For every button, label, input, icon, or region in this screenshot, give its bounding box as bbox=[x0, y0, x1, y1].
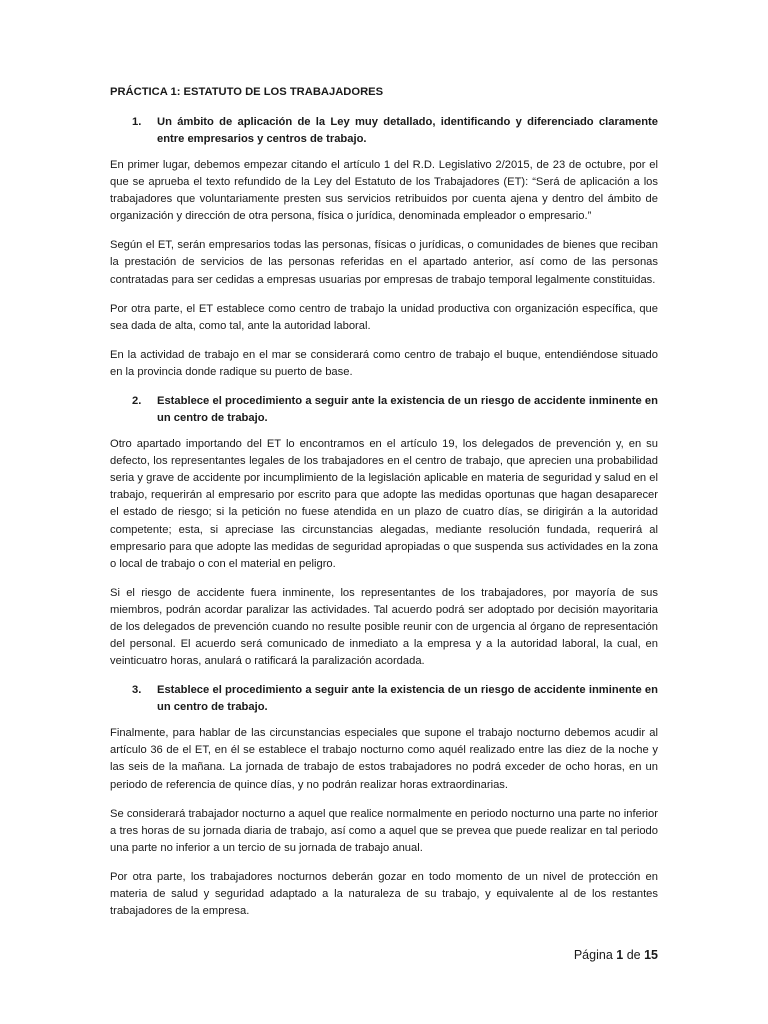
question-number: 1. bbox=[132, 116, 142, 128]
question-3 bbox=[110, 682, 658, 715]
page-footer bbox=[574, 948, 658, 962]
page-label: Página bbox=[573, 948, 613, 962]
page-current: 1 bbox=[616, 948, 624, 962]
paragraph: Se considerará trabajador nocturno a aquel que realice normalmente en periodo nocturno una parte no inferior a tres horas de su jornada diaria de trabajo, así como a aquel que se prevea que puede realizar en tal periodo una parte no inferior a un tercio de su jornada de trabajo anual. bbox=[110, 807, 658, 854]
paragraph: Finalmente, para hablar de las circunstancias especiales que supone el trabajo nocturno debemos acudir al artículo 36 de el ET, en él se establece el trabajo nocturno como aquél realizado entre las diez de la noche y las seis de la mañana. La jornada de trabajo de estos trabajadores no podrá exceder de ocho horas, en un periodo de referencia de quince días, y no podrán realizar horas extraordinarias. bbox=[110, 727, 658, 791]
page-sep: de bbox=[626, 948, 641, 962]
paragraph: Por otra parte, los trabajadores nocturnos deberán gozar en todo momento de un nivel de protección en materia de salud y seguridad adaptado a la naturaleza de su trabajo, y equivalente al de los restantes trabajadores de la empresa. bbox=[110, 870, 658, 918]
document-title: PRÁCTICA 1: ESTATUTO DE LOS TRABAJADORES bbox=[110, 86, 384, 98]
paragraph: En primer lugar, debemos empezar citando el artículo 1 del R.D. Legislativo 2/2015, de 23 de octubre, por el que se aprueba el texto refundido de la Ley del Estatuto de los Trabajadores (ET): “Será de aplicación a los trabajadores que voluntariamente presten sus servicios retribuidos por cuenta ajena y dentro del ámbito de organización y dirección de otra persona, física o jurídica, denominada empleador o empresario.” bbox=[110, 159, 658, 223]
question-2 bbox=[110, 393, 658, 426]
question-number: 2. bbox=[132, 395, 142, 408]
paragraph: Otro apartado importando del ET lo encontramos en el artículo 19, los delegados de prevención y, en su defecto, los representantes legales de los trabajadores en el centro de trabajo, que aprecien una probabilidad seria y grave de accidente por incumplimiento de la legislación aplicable en materia de seguridad y salud en el trabajo, requerirán al empresario por escrito para que adopte las medidas oportunas que hagan desaparecer el estado de riesgo; si la petición no fuese atendida en un plazo de cuatro días, se dirigirán a la autoridad competente; esta, si apreciase las circunstancias alegadas, mediante resolución fundada, requerirá al empresario para que adopte las medidas de seguridad apropiadas o que suspenda sus actividades en la zona o local de trabajo o con el material en peligro. bbox=[110, 438, 658, 570]
question-number: 3. bbox=[132, 684, 142, 697]
question-1 bbox=[110, 114, 658, 147]
paragraph: Por otra parte, el ET establece como centro de trabajo la unidad productiva con organización específica, que sea dada de alta, como tal, ante la autoridad laboral. bbox=[110, 302, 658, 332]
paragraph: Según el ET, serán empresarios todas las personas, físicas o jurídicas, o comunidades de bienes que reciban la prestación de servicios de las personas referidas en el apartado anterior, así como de las personas contratadas para ser cedidas a empresas usuarias por empresas de trabajo temporal legalmente constituidas. bbox=[110, 239, 658, 286]
paragraph: Si el riesgo de accidente fuera inminente, los representantes de los trabajadores, por mayoría de sus miembros, podrán acordar paralizar las actividades. Tal acuerdo podrá ser adoptado por decisión mayoritaria de los delegados de prevención cuando no resulte posible reunir con de urgencia al órgano de representación del personal. El acuerdo será comunicado de inmediato a la empresa y a la autoridad laboral, la cual, en veinticuatro horas, anulará o ratificará la paralización acordada. bbox=[110, 586, 658, 668]
question-text: Establece el procedimiento a seguir ante la existencia de un riesgo de accidente inminente en un centro de trabajo. bbox=[157, 395, 658, 424]
question-text: Establece el procedimiento a seguir ante la existencia de un riesgo de accidente inminente en un centro de trabajo. bbox=[157, 684, 658, 713]
paragraph: En la actividad de trabajo en el mar se considerará como centro de trabajo el buque, entendiéndose situado en la provincia donde radique su puerto de base. bbox=[110, 348, 658, 378]
question-text: Un ámbito de aplicación de la Ley muy detallado, identificando y diferenciado claramente entre empresarios y centros de trabajo. bbox=[157, 116, 658, 145]
page-total: 15 bbox=[644, 948, 658, 962]
